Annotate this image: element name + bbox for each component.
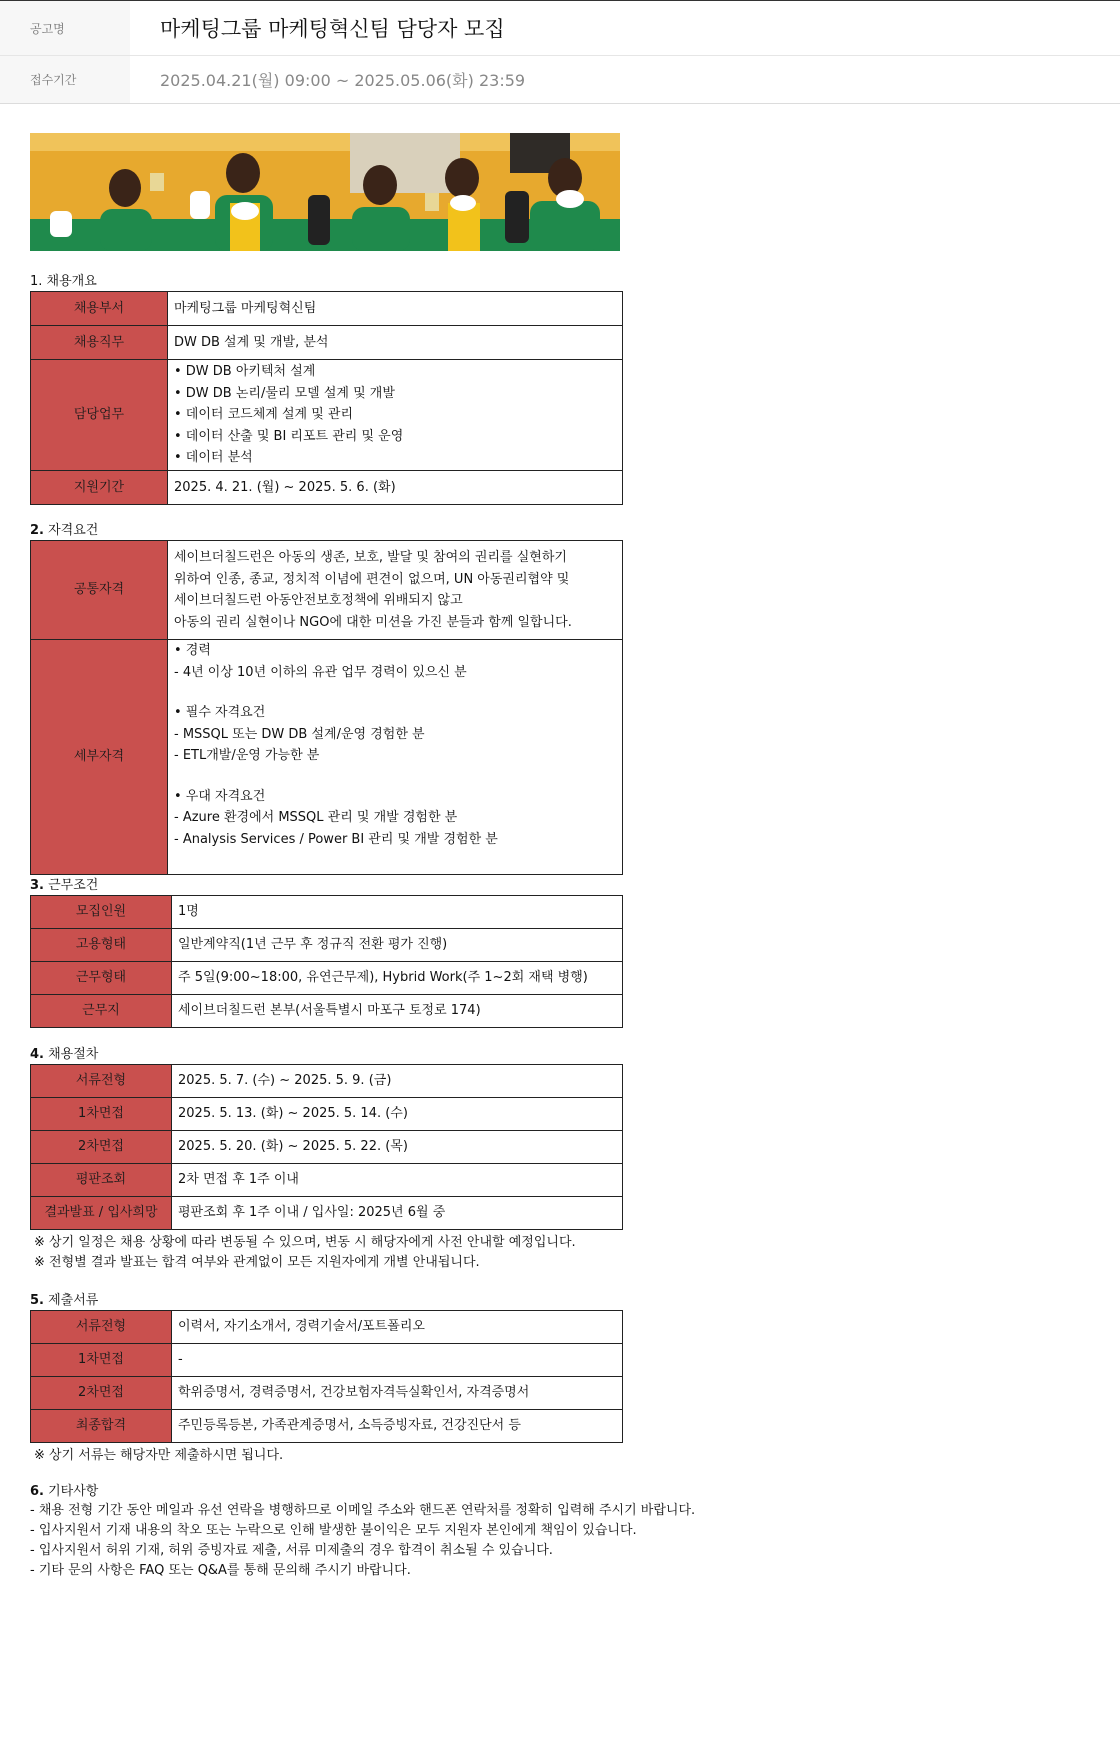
table-row <box>31 1410 623 1443</box>
period-label: 접수기간 <box>0 56 130 103</box>
text-line: - 4년 이상 10년 이하의 유관 업무 경력이 있으신 분 <box>174 664 467 680</box>
row-value: 2025. 4. 21. (월) ~ 2025. 5. 6. (화) <box>168 471 623 505</box>
row-label: 채용부서 <box>31 292 168 326</box>
table-row <box>31 1311 623 1344</box>
text-line: 세이브더칠드런 아동안전보호정책에 위배되지 않고 <box>174 593 463 608</box>
process-notes <box>34 1233 1090 1273</box>
text-line: - MSSQL 또는 DW DB 설계/운영 경험한 분 <box>174 726 425 742</box>
application-period: 2025.04.21(월) 09:00 ~ 2025.05.06(화) 23:59 <box>160 71 526 90</box>
duties-list <box>168 360 623 471</box>
detail-qualification <box>168 640 623 875</box>
table-row <box>31 929 623 962</box>
blank-line <box>174 683 621 702</box>
note-line: - 채용 전형 기간 동안 메일과 유선 연락을 병행하므로 이메일 주소와 핸드폰 연락처를 정확히 입력해 주시기 바랍니다. <box>30 1503 696 1518</box>
qualifications-table <box>30 540 623 875</box>
row-label: 공통자격 <box>31 541 168 640</box>
conditions-table <box>30 895 623 1028</box>
table-row <box>31 292 623 326</box>
section-5-heading: 5. 제출서류 <box>30 1293 99 1308</box>
row-value: 2025. 5. 20. (화) ~ 2025. 5. 22. (목) <box>172 1131 623 1164</box>
section-4-heading: 4. 채용절차 <box>30 1047 99 1062</box>
row-value: 주민등록등본, 가족관계증명서, 소득증빙자료, 건강진단서 등 <box>172 1410 623 1443</box>
row-label: 최종합격 <box>31 1410 172 1443</box>
note-line: - 기타 문의 사항은 FAQ 또는 Q&A를 통해 문의해 주시기 바랍니다. <box>30 1563 411 1578</box>
table-row <box>31 1377 623 1410</box>
row-value: - <box>172 1344 623 1377</box>
table-row <box>31 1131 623 1164</box>
table-row <box>31 360 623 471</box>
table-row <box>31 1197 623 1230</box>
note-line: ※ 상기 일정은 채용 상황에 따라 변동될 수 있으며, 변동 시 해당자에게 사전 안내할 예정입니다. <box>34 1235 576 1250</box>
table-row <box>31 1098 623 1131</box>
row-label: 담당업무 <box>31 360 168 471</box>
row-label: 근무지 <box>31 995 172 1028</box>
row-label: 서류전형 <box>31 1311 172 1344</box>
table-row <box>31 995 623 1028</box>
row-label: 모집인원 <box>31 896 172 929</box>
row-value: DW DB 설계 및 개발, 분석 <box>168 326 623 360</box>
table-row <box>31 326 623 360</box>
posting-title: 마케팅그룹 마케팅혁신팀 담당자 모집 <box>160 17 505 41</box>
row-label: 2차면접 <box>31 1377 172 1410</box>
row-label: 채용직무 <box>31 326 168 360</box>
table-row <box>31 1164 623 1197</box>
row-value: 일반계약직(1년 근무 후 정규직 전환 평가 진행) <box>172 929 623 962</box>
row-label: 근무형태 <box>31 962 172 995</box>
table-row <box>31 962 623 995</box>
common-qualification <box>168 541 623 640</box>
title-row <box>0 1 1120 55</box>
row-label: 세부자격 <box>31 640 168 875</box>
row-label: 1차면접 <box>31 1344 172 1377</box>
table-row <box>31 471 623 505</box>
row-label: 고용형태 <box>31 929 172 962</box>
list-item: • 데이터 산출 및 BI 리포트 관리 및 운영 <box>174 428 404 444</box>
title-label: 공고명 <box>0 1 130 55</box>
posting-header <box>0 0 1120 104</box>
row-value: 2025. 5. 7. (수) ~ 2025. 5. 9. (금) <box>172 1065 623 1098</box>
posting-body <box>30 133 1090 1581</box>
note-line: - 입사지원서 허위 기재, 허위 증빙자료 제출, 서류 미제출의 경우 합격이 취소될 수 있습니다. <box>30 1543 553 1558</box>
text-line: • 필수 자격요건 <box>174 705 266 720</box>
row-value: 1명 <box>172 896 623 929</box>
row-label: 결과발표 / 입사희망 <box>31 1197 172 1230</box>
text-line: 아동의 권리 실현이나 NGO에 대한 미션을 가진 분들과 함께 일합니다. <box>174 614 572 630</box>
row-value: 주 5일(9:00~18:00, 유연근무제), Hybrid Work(주 1~2회 재택 병행) <box>172 962 623 995</box>
row-label: 1차면접 <box>31 1098 172 1131</box>
list-item: • DW DB 논리/물리 모델 설계 및 개발 <box>174 385 395 401</box>
row-value: 이력서, 자기소개서, 경력기술서/포트폴리오 <box>172 1311 623 1344</box>
section-2-heading: 2. 자격요건 <box>30 523 99 538</box>
table-row <box>31 896 623 929</box>
documents-note: ※ 상기 서류는 해당자만 제출하시면 됩니다. <box>34 1448 284 1463</box>
note-line: - 입사지원서 기재 내용의 착오 또는 누락으로 인해 발생한 불이익은 모두 지원자 본인에게 책임이 있습니다. <box>30 1523 637 1538</box>
row-value: 학위증명서, 경력증명서, 건강보험자격득실확인서, 자격증명서 <box>172 1377 623 1410</box>
text-line: • 경력 <box>174 643 211 658</box>
text-line: - Analysis Services / Power BI 관리 및 개발 경험한 분 <box>174 831 498 847</box>
blank-line <box>174 767 621 786</box>
row-value: 세이브더칠드런 본부(서울특별시 마포구 토정로 174) <box>172 995 623 1028</box>
section-6-heading: 6. 기타사항 <box>30 1484 99 1499</box>
table-row <box>31 640 623 875</box>
row-label: 지원기간 <box>31 471 168 505</box>
documents-table <box>30 1310 623 1443</box>
note-line: ※ 전형별 결과 발표는 합격 여부와 관계없이 모든 지원자에게 개별 안내됩니다. <box>34 1255 480 1270</box>
text-line: 세이브더칠드런은 아동의 생존, 보호, 발달 및 참여의 권리를 실현하기 <box>174 550 567 565</box>
overview-table <box>30 291 623 505</box>
period-row <box>0 55 1120 103</box>
process-table <box>30 1064 623 1230</box>
section-1-heading: 1. 채용개요 <box>30 274 97 289</box>
misc-notes <box>30 1501 1090 1581</box>
row-value: 평판조회 후 1주 이내 / 입사일: 2025년 6월 중 <box>172 1197 623 1230</box>
list-item: • 데이터 분석 <box>174 450 253 466</box>
row-label: 서류전형 <box>31 1065 172 1098</box>
row-value: 2차 면접 후 1주 이내 <box>172 1164 623 1197</box>
text-line: • 우대 자격요건 <box>174 788 266 804</box>
text-line: 위하여 인종, 종교, 정치적 이념에 편견이 없으며, UN 아동권리협약 및 <box>174 571 570 587</box>
section-3-heading: 3. 근무조건 <box>30 878 99 893</box>
text-line: - Azure 환경에서 MSSQL 관리 및 개발 경험한 분 <box>174 810 458 825</box>
table-row <box>31 1065 623 1098</box>
row-label: 2차면접 <box>31 1131 172 1164</box>
row-value: 2025. 5. 13. (화) ~ 2025. 5. 14. (수) <box>172 1098 623 1131</box>
row-label: 평판조회 <box>31 1164 172 1197</box>
table-row <box>31 1344 623 1377</box>
text-line: - ETL개발/운영 가능한 분 <box>174 748 320 763</box>
row-value: 마케팅그룹 마케팅혁신팀 <box>168 292 623 326</box>
list-item: • 데이터 코드체계 설계 및 관리 <box>174 407 354 423</box>
table-row <box>31 541 623 640</box>
list-item: • DW DB 아키텍처 설계 <box>174 364 316 380</box>
banner-image <box>30 133 620 251</box>
